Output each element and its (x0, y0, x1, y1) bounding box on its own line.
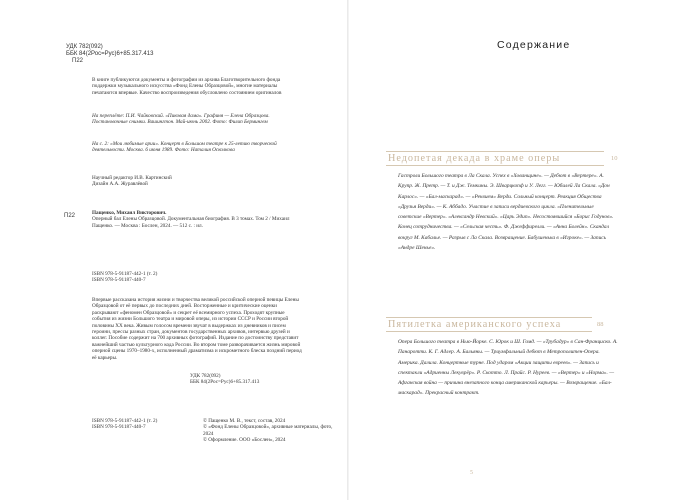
cover-note (92, 113, 300, 126)
isbn-volume: ISBN 978-5-91187-442-1 (т. 2) (92, 418, 158, 424)
toc-section-entries: Опера Большого театра в Нью-Йорке. С. Юрок и Ш. Гомд. — «Трубадур» в Сан-Франциско. А. Панаротти. К. Г. Адлер. А. Бальяны. — Триумфальный дебют в Метрополитен-Опера. Америка. Далила. Концертные турне. Под ударом «Акции защиты евреев». — Запись и спектакли «Адриенны Лекуврёр». Р. Скотто. Л. Прайс. Р. Нуреев. — «Вертер» и «Норма». — Афганская война — причина внезапного конца американской карьеры. — Возвращение. «Бал-маскарад». Прекрасный контракт. (398, 339, 618, 397)
catalog-author: Пащенко, Михаил Викторович. (92, 210, 167, 216)
isbn-set: ISBN 978-5-91187-440-7 (92, 424, 146, 431)
archive-notice: В книге публикуются документы и фотографии из архива Благотворительного фонда поддержки музыкального искусства «Фонд Елены Образцовой», многие материалы печатаются впервые. Качество воспроизведения обусловлено состоянием оригиналов (92, 77, 282, 96)
toc-section-page: 10 (611, 155, 618, 162)
catalog-description: Оперный бал Елены Образцовой. Документальная биография. В 3 томах. Том 2 / Михаил Пащенко. — Москва : Бослен, 2024. — 512 с. : ил. (92, 216, 290, 229)
insert-note (92, 141, 300, 154)
catalog-entry (92, 210, 302, 229)
toc-section-entries: Гастроли Большого театра в Ла Скала. Успех в «Хованщине». — Дебют в «Вертере». А. Крупр. Ж. Претр. — Т. и Дж. Темкины. Э. Шварцкопф и У. Легг. — Юбилей Ла Скала. «Дон Карлос». — «Бал-маскарад». — «Реквием» Верди. Сольный концерт. Реакция Общества «Друзья Верди». — К. Аббадо. Участие в записи вердиевского цикла. «Пленительные советские «Вертер». «Александр Невский». «Царь Эдип». Несостоявшийся «Борис Годунов». Конец сотрудничества. — «Сельская честь». Ф. Джеффирелли. — «Анна Болейн». Скандал вокруг М. Кабалье. — Разрыв с Ла Скала. Возвращение. Бабушенька в «Игроке». — Запись «Андре Шенье». (398, 173, 614, 252)
section-rule (386, 331, 592, 332)
copyright-fund: © «Фонд Елены Образцовой», архивные материалы, фото, 2024 (203, 424, 333, 437)
toc-section-page: 88 (597, 321, 604, 328)
toc-section-title[interactable]: Пятилетка американского успеха (388, 319, 562, 330)
bbk-line: ББК 84(2Рос=Рус)6+85.317.413 (190, 379, 260, 386)
isbn-set: ISBN 978-5-91187-440-7 (92, 277, 146, 284)
catalog-code: П22 (64, 213, 75, 219)
science-editor: Научный редактор И.В. Картинский (92, 175, 172, 181)
book-annotation: Впервые рассказана история жизни и творчества великой российской оперной певицы Елены Образцовой от её первых до последних дней. Восторженные и критические оценки раскрывают «феномен Образцовой» и секрет её всемирного успеха. Проходят крупные события из жизни Большого театра и мировой оперы, из истории СССР и России второй половины XX века. Живым голосом времени звучат в выдержках из дневников и писем героини, прессы разных стран, документов государственных архивов, интервью друзей и коллег. Пособие содержит на 700 архивных фотографий. Издание по достоинству представит важнейший частью культурного кода России. Во втором томе разворачивается жизнь мировой оперной сцены 1970–1980-х, исполненный драматизма и искрометного блеска поздний период её карьеры. (92, 297, 302, 361)
copyright-text: © Пащенко М. В., текст, состав, 2024 (203, 418, 286, 424)
toc-title: Содержание (497, 39, 571, 51)
copyright-design: © Оформление. ООО «Бослен», 2024 (203, 437, 286, 444)
section-rule (386, 151, 604, 152)
index-code: П22 (72, 58, 83, 64)
bbk-line: ББК 84(2Рос=Рус)6+85.317.413 (66, 51, 154, 57)
editors-block (92, 175, 300, 188)
book-gutter (347, 0, 349, 500)
udk-block-top (66, 44, 153, 65)
cover-note-text: На переплёте: П.И. Чайковский. «Пиковая дама». Графиня — Елена Образцова. Постановочные снимки. Вашингтон. Май-июнь 2002. Фото: Филип Бермингем (92, 113, 270, 126)
designer: Дизайн А.А. Журавлёвой (92, 181, 148, 188)
udk-line: УДК 782(092) (66, 44, 103, 50)
section-rule (386, 317, 592, 318)
udk-block-bottom (190, 373, 259, 386)
copyright-block (203, 418, 333, 444)
section-rule (386, 165, 604, 166)
toc-section-title[interactable]: Недопетая декада в храме оперы (388, 153, 561, 164)
isbn-block-bottom (92, 418, 192, 431)
page-number: 5 (470, 470, 473, 476)
isbn-volume: ISBN 978-5-91187-442-1 (т. 2) (92, 271, 158, 277)
udk-line: УДК 782(092) (190, 373, 221, 379)
isbn-block-middle (92, 271, 242, 284)
insert-note-text: На с. 2: «Мои любимые арии». Концерт в Большом театре к 25-летию творческой деятельности. Москва. 6 июня 1989. Фото: Наталия Осколкова (92, 141, 277, 154)
